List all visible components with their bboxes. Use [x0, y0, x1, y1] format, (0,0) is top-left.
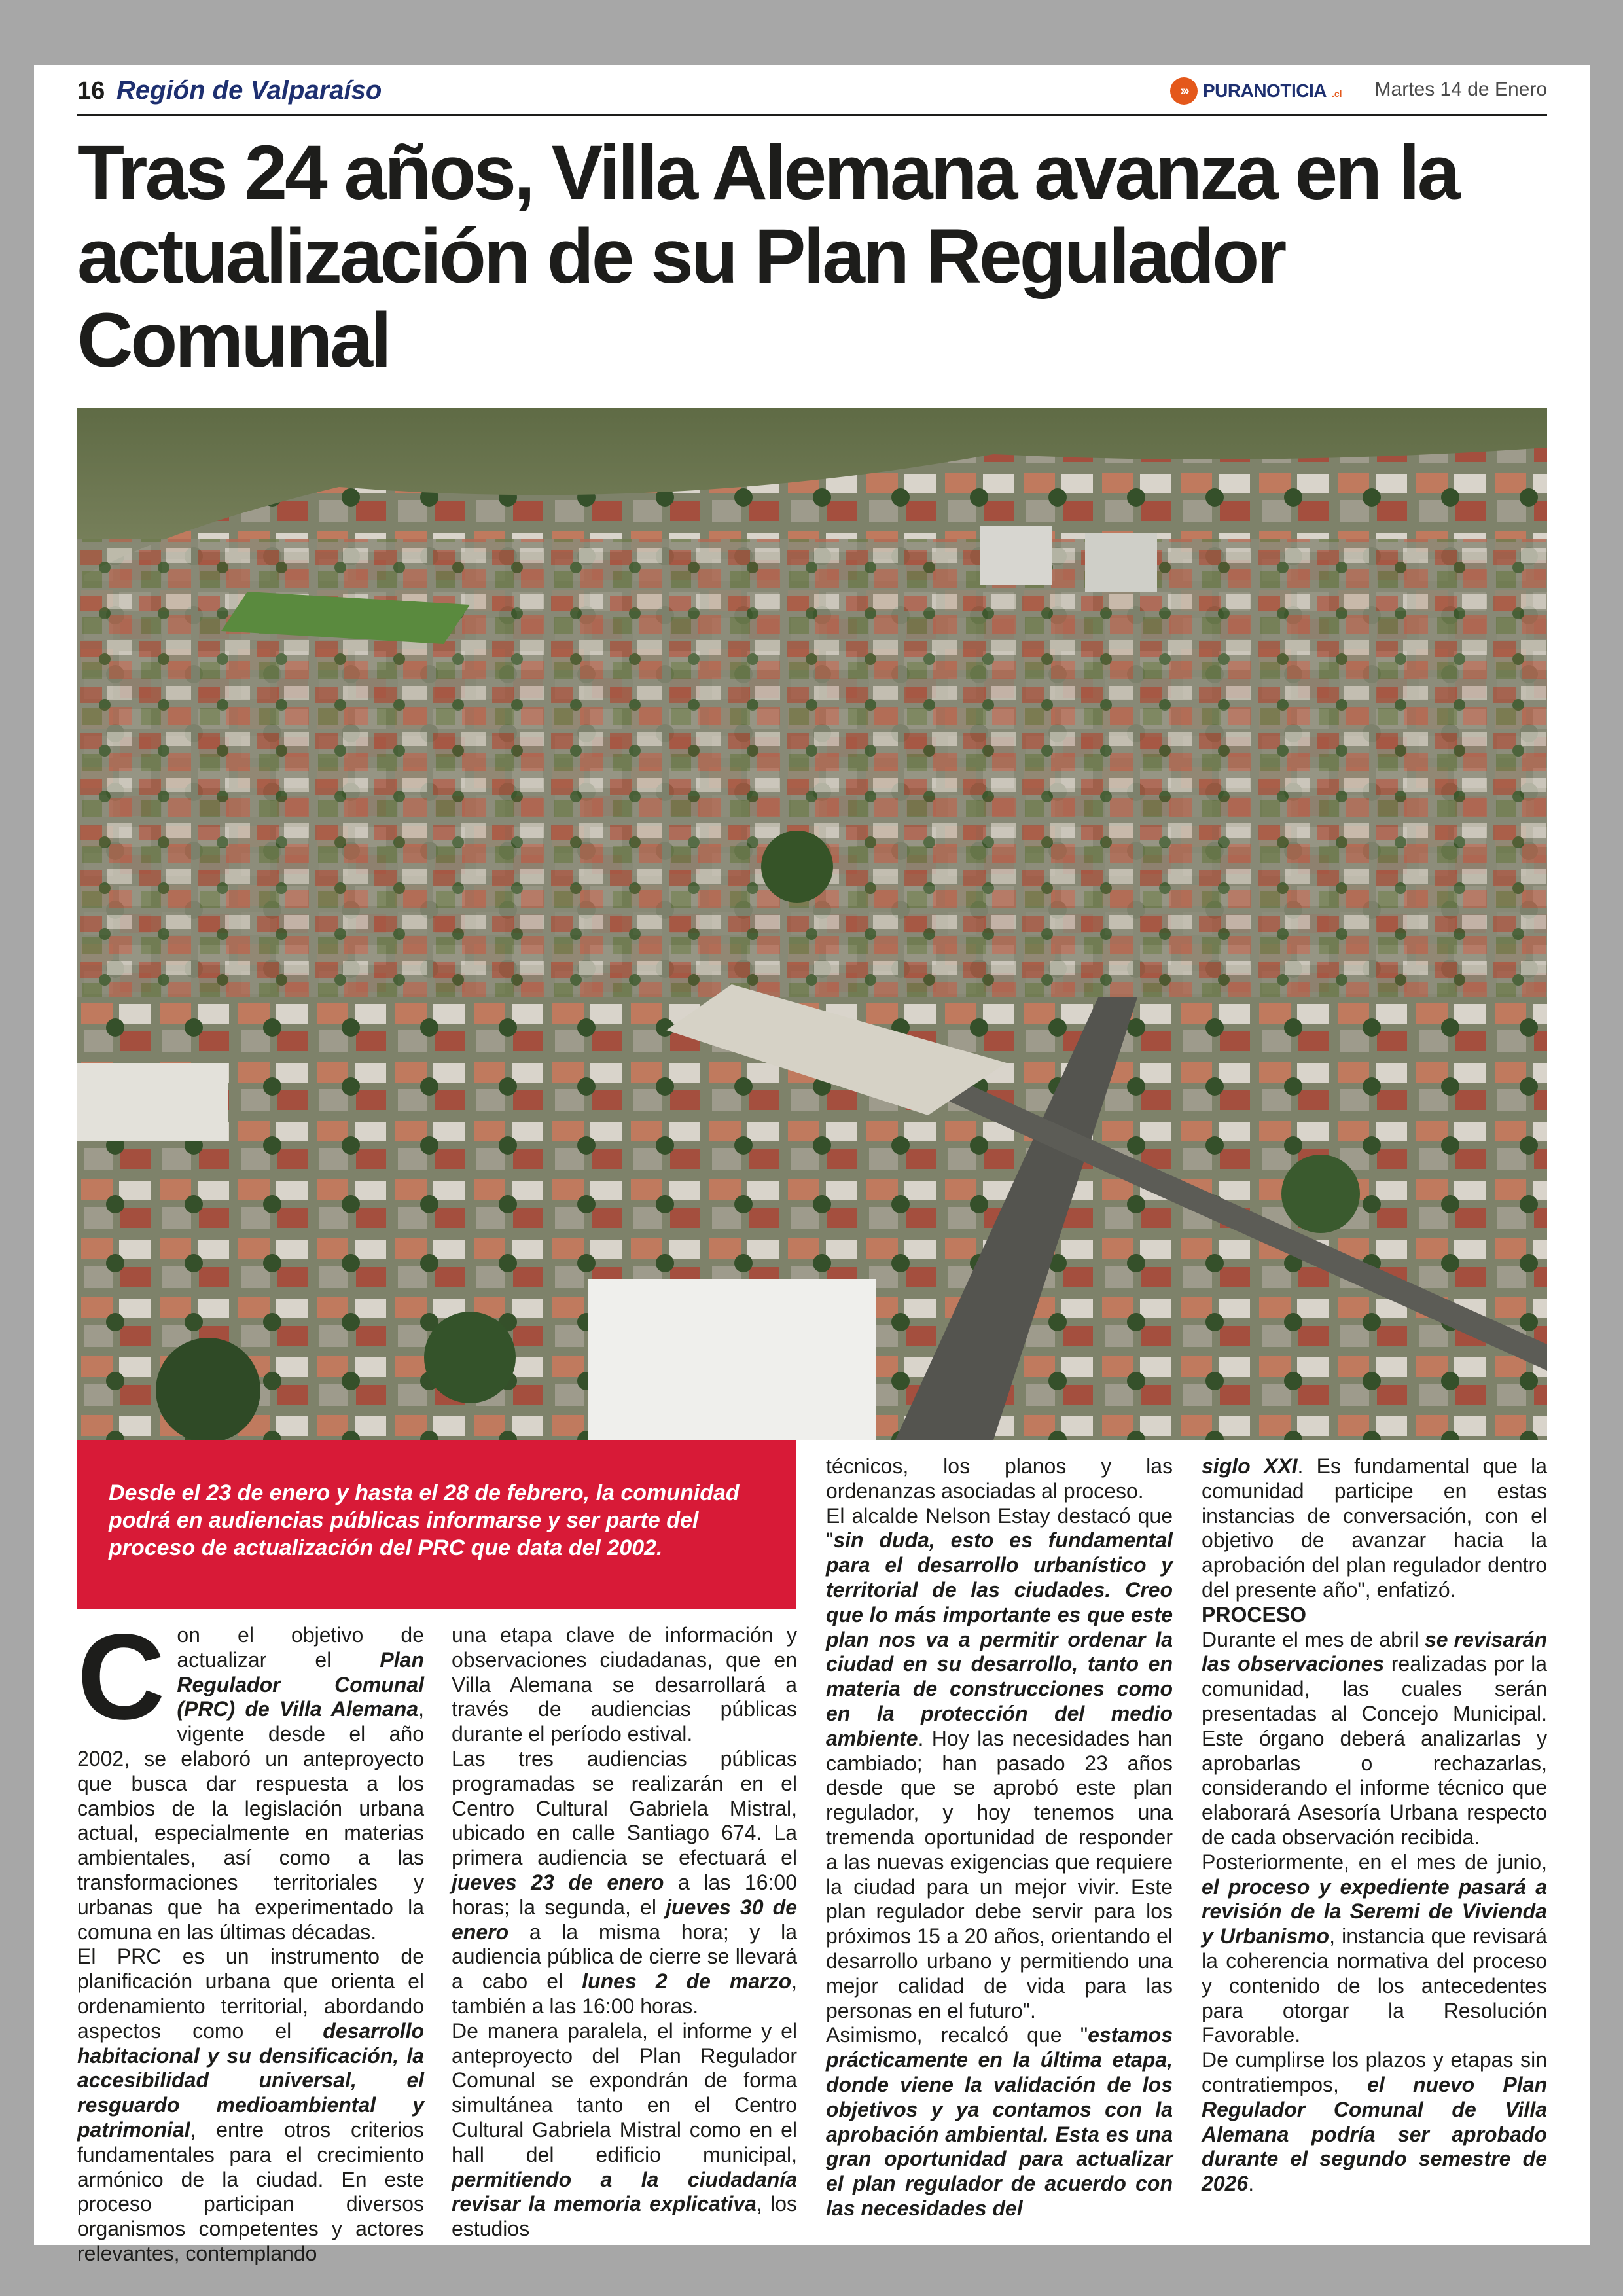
text-run: técnicos, los planos y las ordenanzas asociadas al proceso. [826, 1454, 1173, 1503]
bold-run: jueves 23 de enero [452, 1870, 664, 1894]
bold-run: desarrollo habitacional y su densificación, la accesibilidad universal, el resguardo medioambiental y patrimonial [77, 2018, 424, 2142]
text-run: El alcalde Nelson Estay destacó que " [826, 1503, 1173, 1552]
aerial-city-photo [77, 408, 1547, 1440]
bold-run: se revisarán las observaciones [1202, 1627, 1548, 1676]
text-run: realizadas por la comunidad, las cuales serán presentadas al Concejo Municipal. Este órgano deberá analizarlas y aprobarlas o rechazarlas, considerando el informe técnico que elaborará Asesoría Urbana respecto de cada observación recibida. [1202, 1652, 1548, 1849]
paragraph [452, 2019, 797, 2242]
column-4 [1202, 1454, 1547, 2197]
bold-run: estamos prácticamente en la última etapa, donde viene la validación de los objetivos y ya contamos con la aprobación ambiental. Esta es una gran oportunidad para actualizar el plan regulador de acuerdo con las necesidades del [826, 2023, 1173, 2220]
bold-run: sin duda, esto es fundamental para el desarrollo urbanístico y territorial de las ciudades. Creo que lo más importante es que este plan nos va a permitir ordenar la ciudad en su desarrollo, tanto en materia de construcciones como en la protección del medio ambiente [826, 1528, 1173, 1750]
bold-run: el nuevo Plan Regulador Comunal de Villa Alemana podría ser aprobado durante el segundo semestre de 2026 [1202, 2072, 1548, 2196]
bold-run: siglo XXI [1202, 1454, 1298, 1478]
text-run: Durante el mes de abril [1202, 1627, 1425, 1651]
bold-run: lunes 2 de marzo [582, 1969, 792, 1994]
dropcap: C [77, 1609, 166, 1745]
column-2 [452, 1623, 797, 2242]
text-run: . Es fundamental que la comunidad participe en estas instancias de conversación, con el objetivo de avanzar hacia la aprobación del plan regulador dentro del presente año", enfatizó. [1202, 1454, 1547, 1602]
issue-date: Martes 14 de Enero [1374, 79, 1547, 100]
header-divider [77, 114, 1547, 116]
text-run: on el objetivo de actualizar el [177, 1623, 424, 1672]
text-run: a la misma hora; y la audiencia pública de cierre se llevará a cabo el [452, 1920, 797, 1994]
paragraph [826, 2023, 1173, 2221]
paragraph [1202, 1454, 1547, 1603]
bold-run: Plan Regulador Comunal (PRC) de Villa Alemana [177, 1647, 424, 1721]
text-run: De manera paralela, el informe y el anteproyecto del Plan Regulador Comunal se expondrán de forma simultánea tanto en el Centro Cultural Gabriela Mistral como en el hall del edificio municipal, [452, 2018, 797, 2166]
section-title: Región de Valparaíso [116, 76, 382, 105]
text-run: , los estudios [452, 2192, 798, 2241]
bold-run: el proceso y expediente pasará a revisión de la Seremi de Vivienda y Urbanismo [1202, 1874, 1547, 1948]
text-run: , instancia que revisará la coherencia normativa del proceso y contenido de los antecedentes para otorgar la Resolución Favorable. [1202, 1924, 1548, 2047]
text-run: Posteriormente, en el mes de junio, [1202, 1850, 1547, 1874]
article-headline: Tras 24 años, Villa Alemana avanza en la actualización de su Plan Regulador Comunal [77, 130, 1458, 384]
paragraph [77, 1945, 424, 2266]
paragraph [826, 1454, 1173, 1504]
puranoticia-logo-icon: ››› [1170, 77, 1198, 105]
brand-name: PURANOTICIA [1203, 81, 1327, 101]
text-run: , también a las 16:00 horas. [452, 1969, 798, 2018]
paragraph [1202, 2048, 1547, 2197]
paragraph [826, 1504, 1173, 2024]
column-1 [77, 1609, 424, 2267]
text-run: . [1248, 2172, 1255, 2196]
text-run: una etapa clave de información y observaciones ciudadanas, que en Villa Alemana se desarrollará a través de audiencias públicas durante el período estival. [452, 1623, 797, 1746]
bold-run: jueves 30 de enero [452, 1895, 798, 1944]
brand-logo [1170, 77, 1342, 105]
lead-box [77, 1440, 796, 1609]
paragraph [452, 1747, 797, 2019]
paragraph [452, 1623, 797, 1747]
brand-suffix: .cl [1331, 88, 1342, 99]
section-subhead: PROCESO [1202, 1602, 1307, 1626]
page-number: 16 [77, 77, 105, 105]
text-run: Las tres audiencias públicas programadas se realizarán en el Centro Cultural Gabriela Mistral, ubicado en calle Santiago 674. La primera audiencia se efectuará el [452, 1746, 797, 1870]
bold-run: permitiendo a la ciudadanía revisar la memoria explicativa [452, 2167, 797, 2216]
paragraph [1202, 1628, 1547, 1850]
text-run: , entre otros criterios fundamentales para el crecimiento armónico de la ciudad. En este proceso participan diversos organismos competentes y actores relevantes, contemplando [77, 2117, 424, 2265]
text-run: De cumplirse los plazos y etapas sin contratiempos, [1202, 2048, 1547, 2096]
page-header [77, 71, 1547, 117]
text-run: Asimismo, recalcó que " [826, 2023, 1088, 2047]
lead-text: Desde el 23 de enero y hasta el 28 de febrero, la comunidad podrá en audiencias públicas informarse y ser parte del proceso de actualización del PRC que data del 2002. [109, 1480, 740, 1560]
column-3 [826, 1454, 1173, 2221]
text-run: , vigente desde el año 2002, se elaboró un anteproyecto que busca dar respuesta a los cambios de la legislación urbana actual, especialmente en materias ambientales, así como a las transformaciones territoriales y urbanas que ha experimentado la comuna en las últimas décadas. [77, 1697, 424, 1944]
text-run: . Hoy las necesidades han cambiado; han pasado 23 años desde que se aprobó este plan regulador, y hoy tenemos una tremenda oportunidad de responder a las nuevas exigencias que requiere la ciudad para un mejor vivir. Este plan regulador debe servir para los próximos 15 a 20 años, orientando el desarrollo urbano y permitiendo una mejor calidad de vida para las personas en el futuro". [826, 1726, 1173, 2022]
paragraph [1202, 1850, 1547, 2048]
text-run: a las 16:00 horas; la segunda, el [452, 1870, 798, 1919]
text-run: El PRC es un instrumento de planificación urbana que orienta el ordenamiento territorial, abordando aspectos como el [77, 1945, 424, 2043]
